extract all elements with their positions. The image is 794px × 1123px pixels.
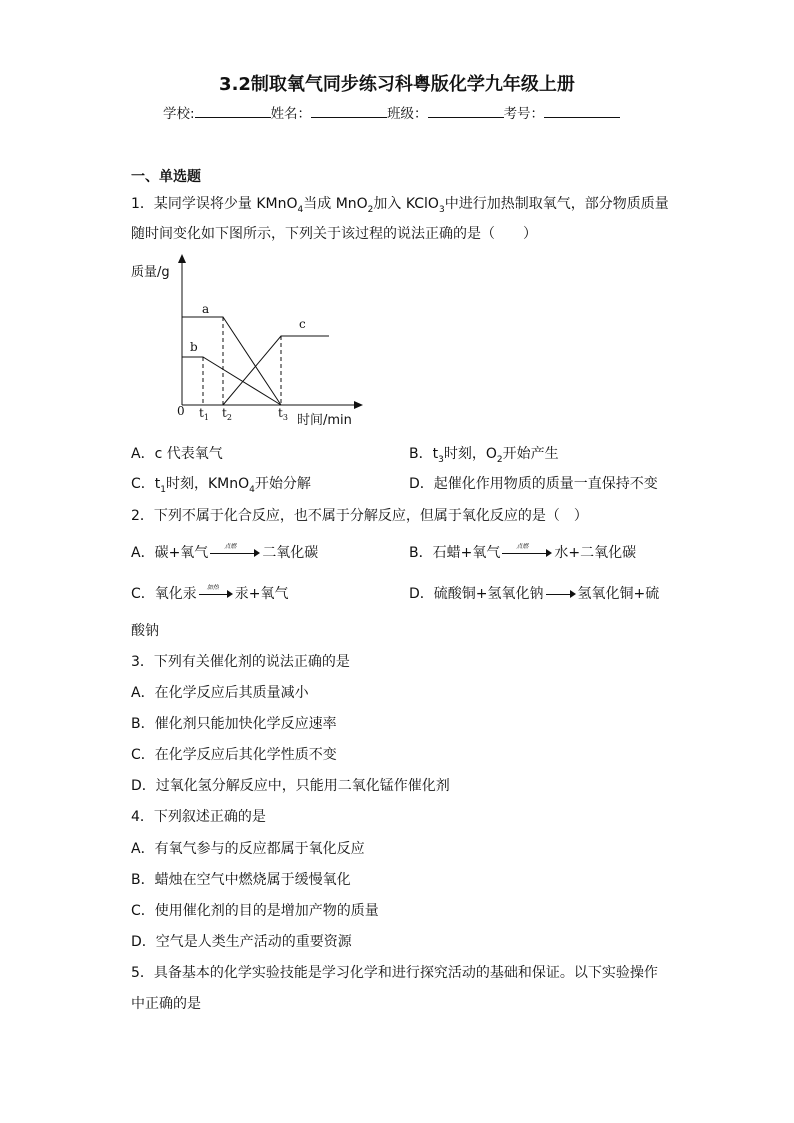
q2-option-b[interactable]: B．石蜡+氧气 点燃 水+二氧化碳: [409, 543, 637, 561]
page-title: 3.2制取氧气同步练习科粤版化学九年级上册: [219, 74, 575, 95]
tick-t3: $t_3$: [278, 406, 288, 422]
q2-option-d-continued: 酸钠: [131, 623, 159, 639]
series-a-label: a: [202, 302, 210, 316]
q3-option-a[interactable]: A．在化学反应后其质量减小: [131, 685, 309, 701]
exam-no-label: 考号：: [503, 106, 545, 122]
name-blank: [311, 103, 387, 118]
q4-option-c[interactable]: C．使用催化剂的目的是增加产物的质量: [131, 903, 379, 919]
series-b-label: b: [190, 340, 198, 354]
reaction-arrow-icon: [546, 588, 576, 600]
q1-option-a[interactable]: A．c 代表氧气: [131, 446, 223, 462]
tick-t1: $t_1$: [199, 406, 209, 422]
q3-option-d[interactable]: D．过氧化氢分解反应中，只能用二氧化锰作催化剂: [131, 778, 450, 794]
q4-option-a[interactable]: A．有氧气参与的反应都属于氧化反应: [131, 841, 365, 857]
q2-option-d[interactable]: D．硫酸铜+氢氧化钠 氢氧化铜+硫: [409, 586, 660, 602]
q3-option-b[interactable]: B．催化剂只能加快化学反应速率: [131, 716, 337, 732]
series-c-label: c: [299, 317, 306, 331]
origin-label: 0: [177, 404, 185, 418]
q1-option-c[interactable]: C．$t_1$时刻，KMnO$_4$开始分解: [131, 476, 311, 495]
school-blank: [195, 103, 271, 118]
q2-stem: 2．下列不属于化合反应，也不属于分解反应，但属于氧化反应的是（ ）: [131, 508, 588, 524]
q2-option-c[interactable]: C．氧化汞 加热 汞+氧气: [131, 584, 289, 602]
x-axis-label: 时间/min: [297, 413, 352, 428]
school-label: 学校:: [163, 106, 195, 122]
reaction-arrow-icon: 加热: [199, 588, 233, 600]
section-heading: 一、单选题: [131, 169, 201, 185]
y-axis-label: 质量/g: [131, 265, 170, 280]
q4-stem: 4．下列叙述正确的是: [131, 809, 266, 825]
series-b-line: [182, 357, 281, 405]
q1-option-b[interactable]: B．$t_3$时刻，$O_2$开始产生: [409, 446, 559, 465]
q4-option-d[interactable]: D．空气是人类生产活动的重要资源: [131, 934, 352, 950]
series-c-line: [223, 336, 329, 405]
q1-option-d[interactable]: D．起催化作用物质的质量一直保持不变: [409, 476, 658, 492]
mass-time-chart: [125, 250, 375, 435]
reaction-arrow-icon: 点燃: [210, 547, 260, 559]
q5-stem-line2: 中正确的是: [131, 996, 201, 1012]
class-label: 班级：: [387, 106, 428, 122]
series-a-line: [182, 317, 281, 405]
exam-no-blank: [544, 103, 620, 118]
class-blank: [428, 103, 504, 118]
student-info-row: [163, 102, 620, 122]
q3-stem: 3．下列有关催化剂的说法正确的是: [131, 654, 350, 670]
q4-option-b[interactable]: B．蜡烛在空气中燃烧属于缓慢氧化: [131, 872, 351, 888]
name-label: 姓名：: [270, 106, 312, 122]
q5-stem-line1: 5．具备基本的化学实验技能是学习化学和进行探究活动的基础和保证。以下实验操作: [131, 965, 658, 981]
reaction-arrow-icon: 点燃: [502, 547, 552, 559]
y-axis-arrow: [178, 254, 186, 263]
q1-stem-line2: 随时间变化如下图所示，下列关于该过程的说法正确的是（ ）: [131, 226, 537, 242]
x-axis-arrow: [354, 401, 363, 409]
q2-option-a[interactable]: A．碳+氧气 点燃 二氧化碳: [131, 543, 319, 561]
q1-stem-line1: 1．某同学误将少量 KMnO$_4$当成 MnO$_2$加入 KClO$_3$中进行加热制取氧气，部分物质质量: [131, 196, 669, 215]
tick-t2: $t_2$: [222, 406, 232, 422]
q3-option-c[interactable]: C．在化学反应后其化学性质不变: [131, 747, 337, 763]
